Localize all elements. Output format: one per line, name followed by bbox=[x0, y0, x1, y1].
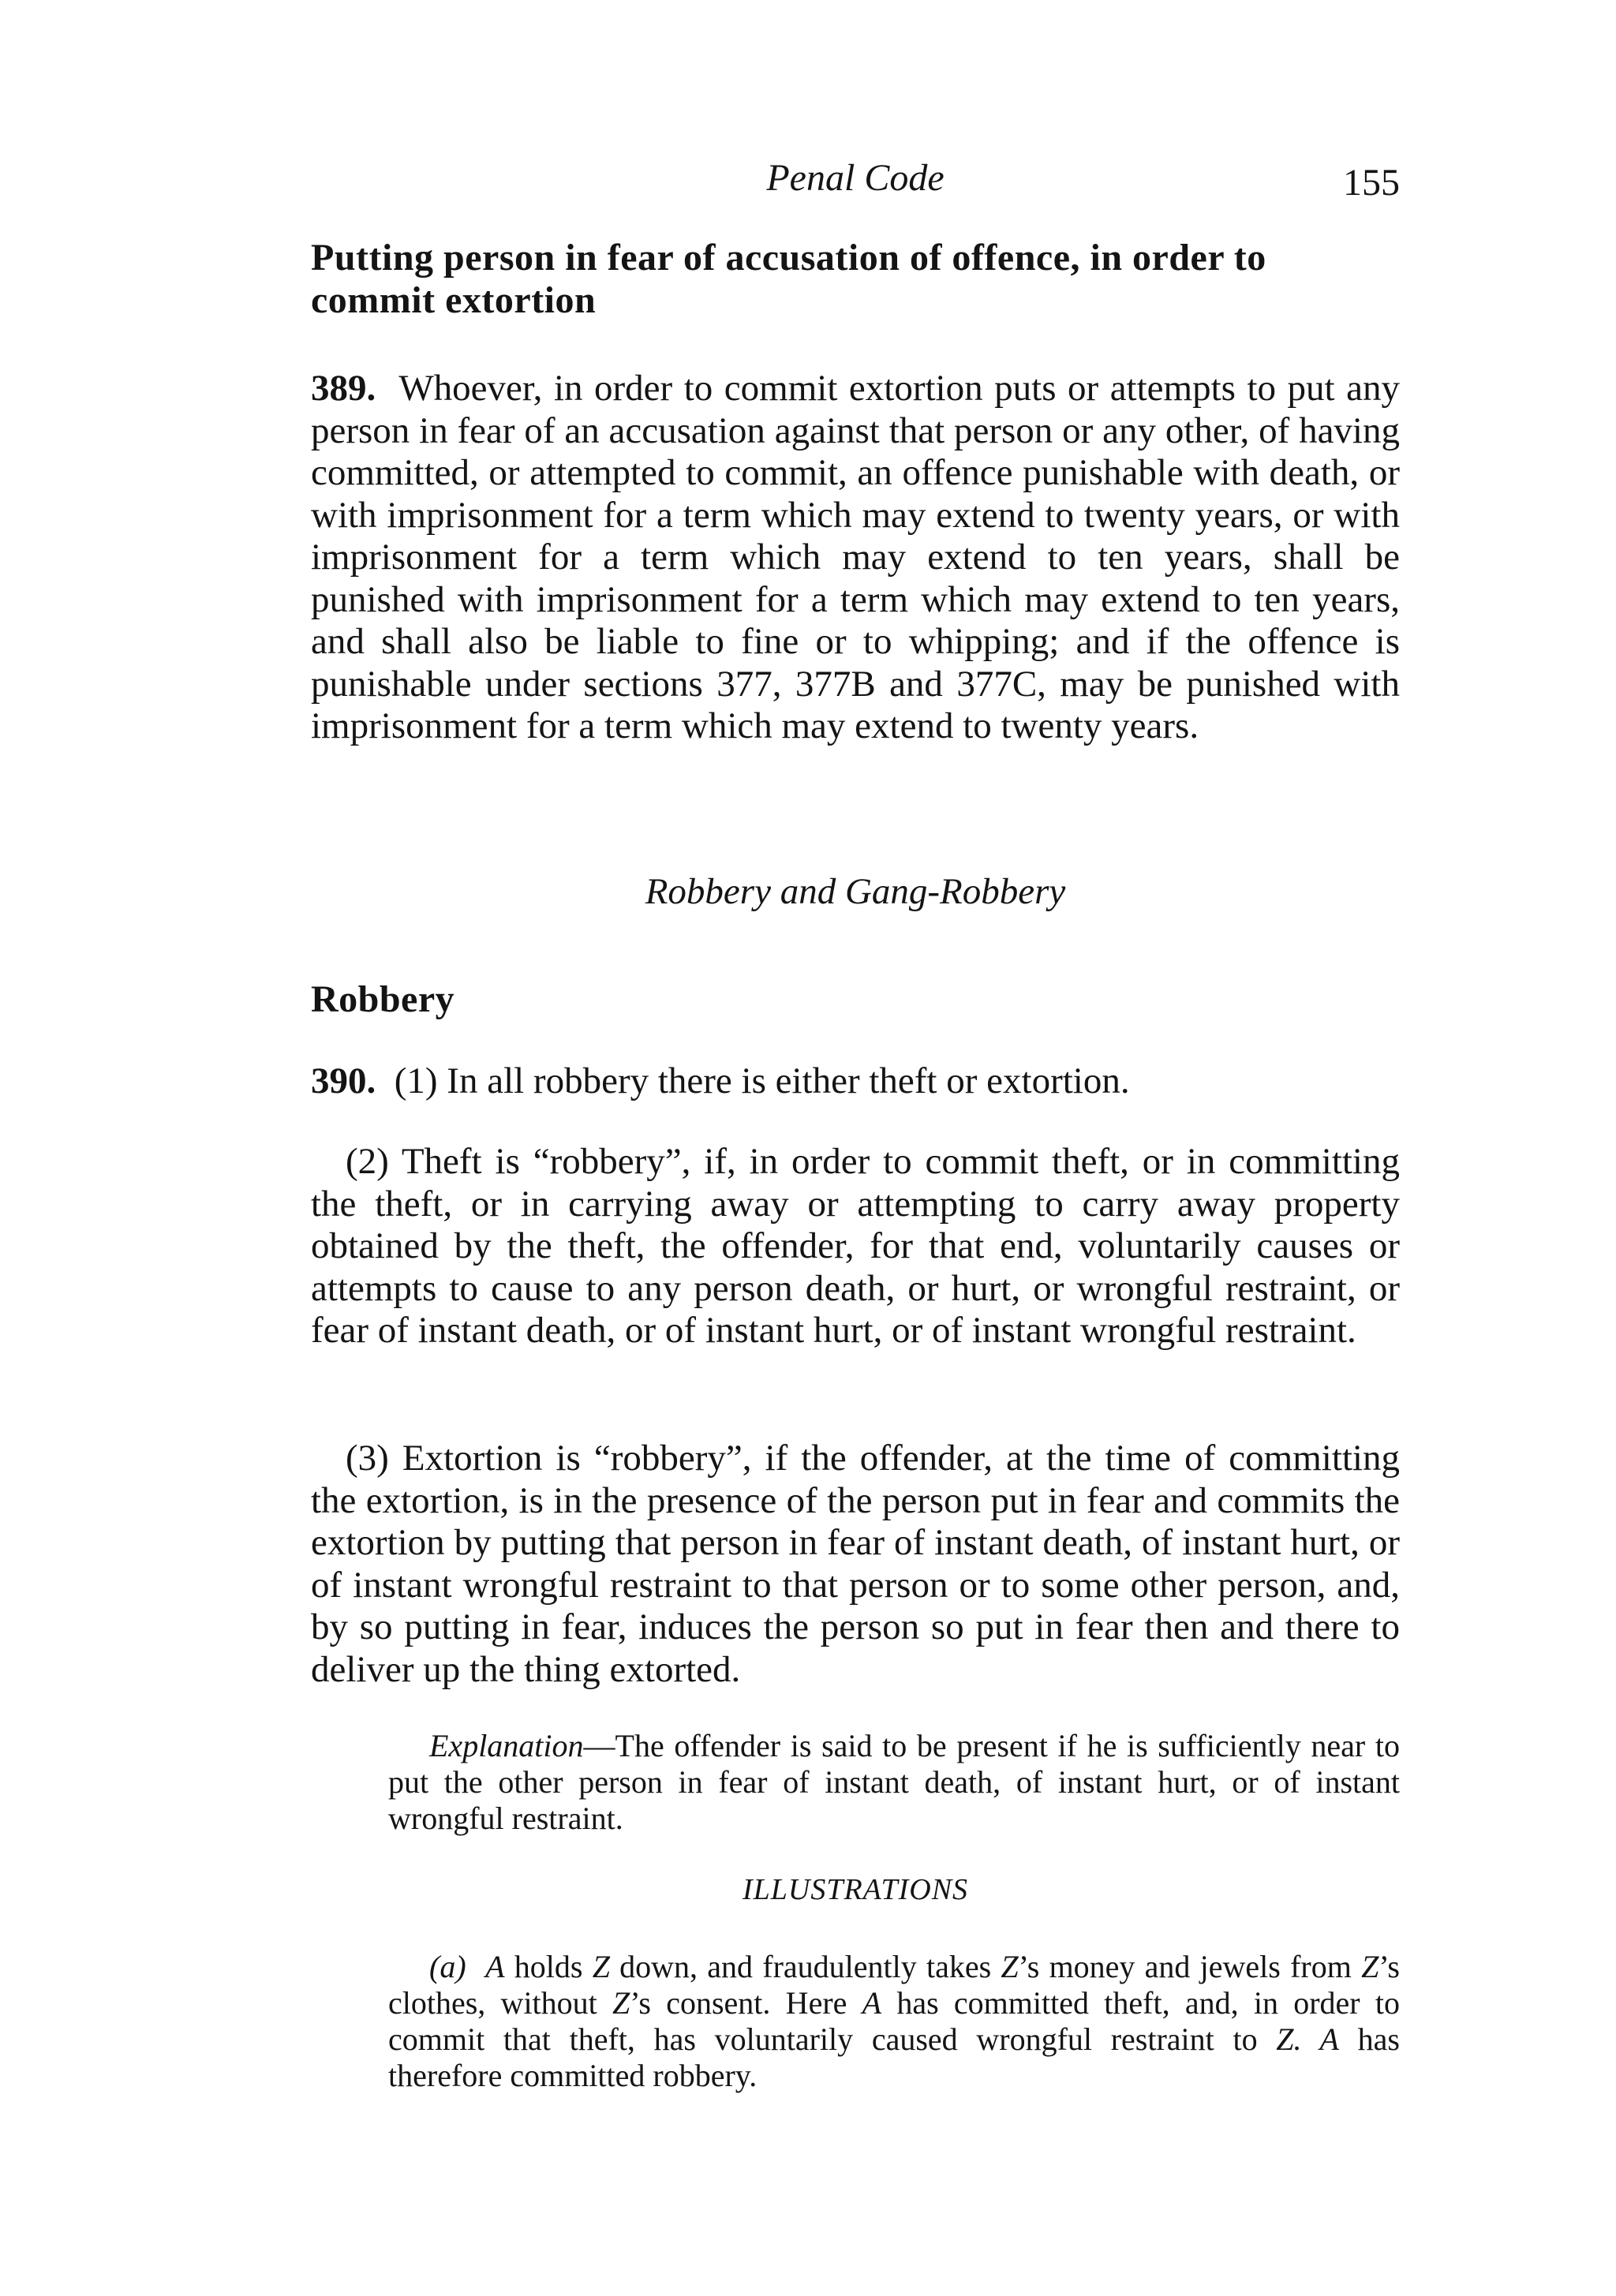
illustration-a bbox=[388, 1949, 1400, 2094]
illustrations-label: ILLUSTRATIONS bbox=[742, 1873, 969, 1906]
illustration-a-text: holds bbox=[504, 1949, 593, 1984]
section-390-sub3-text: (3) Extortion is “robbery”, if the offender, at the time of committing the extortion, is in the presence of the person put in fear and commits the extortion by putting that person in fear of instant death, of instant hurt, or of instant wrongful restraint to that person or to some other person, and, by so putting in fear, induces the person so put in fear then and there to deliver up the thing extorted. bbox=[311, 1438, 1400, 1690]
section-389-body bbox=[311, 368, 1400, 748]
illustration-a-text: has committed theft, and, in order to commit that theft, has voluntarily caused wrongful restraint to bbox=[388, 1985, 1400, 2057]
section-389-text: Whoever, in order to commit extortion puts or attempts to put any person in fear of an accusation against that person or any other, of having committed, or attempted to commit, an offence punishable with death, or with imprisonment for a term which may extend to twenty years, or with imprisonment for a term which may extend to ten years, shall be punished with imprisonment for a term which may extend to ten years, and shall also be liable to fine or to whipping; and if the offence is punishable under sections 377, 377B and 377C, may be punished with imprisonment for a term which may extend to twenty years. bbox=[311, 368, 1400, 746]
section-390-sub1-paragraph bbox=[311, 1060, 1400, 1103]
illustration-a-person: Z bbox=[1361, 1949, 1379, 1984]
section-390-sub1-text: (1) In all robbery there is either theft or extortion. bbox=[394, 1060, 1130, 1101]
section-390-number: 390. bbox=[311, 1060, 376, 1101]
illustration-a-text: ’s money and jewels from bbox=[1018, 1949, 1362, 1984]
explanation-label: Explanation bbox=[429, 1728, 584, 1763]
illustration-a-text: ’s clothes, without bbox=[388, 1949, 1400, 2021]
illustration-a-paragraph bbox=[388, 1949, 1400, 2094]
section-389-number: 389. bbox=[311, 368, 376, 409]
section-390-sub2 bbox=[311, 1141, 1400, 1352]
illustration-a-label: (a) bbox=[429, 1949, 466, 1984]
illustration-a-person: A bbox=[485, 1949, 505, 1984]
explanation-paragraph bbox=[388, 1728, 1400, 1837]
page-number: 155 bbox=[1343, 162, 1400, 204]
illustration-a-person: Z. A bbox=[1276, 2021, 1339, 2057]
section-390-heading: Robbery bbox=[311, 978, 455, 1020]
section-389-paragraph bbox=[311, 368, 1400, 748]
illustration-a-text: has therefore committed robbery. bbox=[388, 2021, 1400, 2093]
explanation-text: —The offender is said to be present if he is sufficiently near to put the other person in fear of instant death, of instant hurt, or of instant wrongful restraint. bbox=[388, 1728, 1400, 1836]
illustration-a-person: Z bbox=[612, 1985, 630, 2021]
explanation-note bbox=[388, 1728, 1400, 1837]
running-title: Penal Code bbox=[766, 157, 945, 199]
illustration-a-person: Z bbox=[592, 1949, 610, 1984]
illustration-a-person: Z bbox=[1001, 1949, 1019, 1984]
section-390-sub3 bbox=[311, 1438, 1400, 1691]
section-390-sub2-text: (2) Theft is “robbery”, if, in order to commit theft, or in committing the theft, or in carrying away or attempting to carry away property obtained by the theft, the offender, for that end, voluntarily causes or attempts to cause to any person death, or hurt, or wrongful restraint, or fear of instant death, or of instant hurt, or of instant wrongful restraint. bbox=[311, 1141, 1400, 1351]
section-390-sub1 bbox=[311, 1060, 1400, 1103]
chapter-subheading: Robbery and Gang-Robbery bbox=[645, 871, 1066, 912]
illustration-a-person: A bbox=[862, 1985, 882, 2021]
illustration-a-text: down, and fraudulently takes bbox=[609, 1949, 1001, 1984]
section-389-heading: Putting person in fear of accusation of offence, in order to commit extortion bbox=[311, 237, 1266, 321]
illustration-a-text: ’s consent. Here bbox=[630, 1985, 862, 2021]
